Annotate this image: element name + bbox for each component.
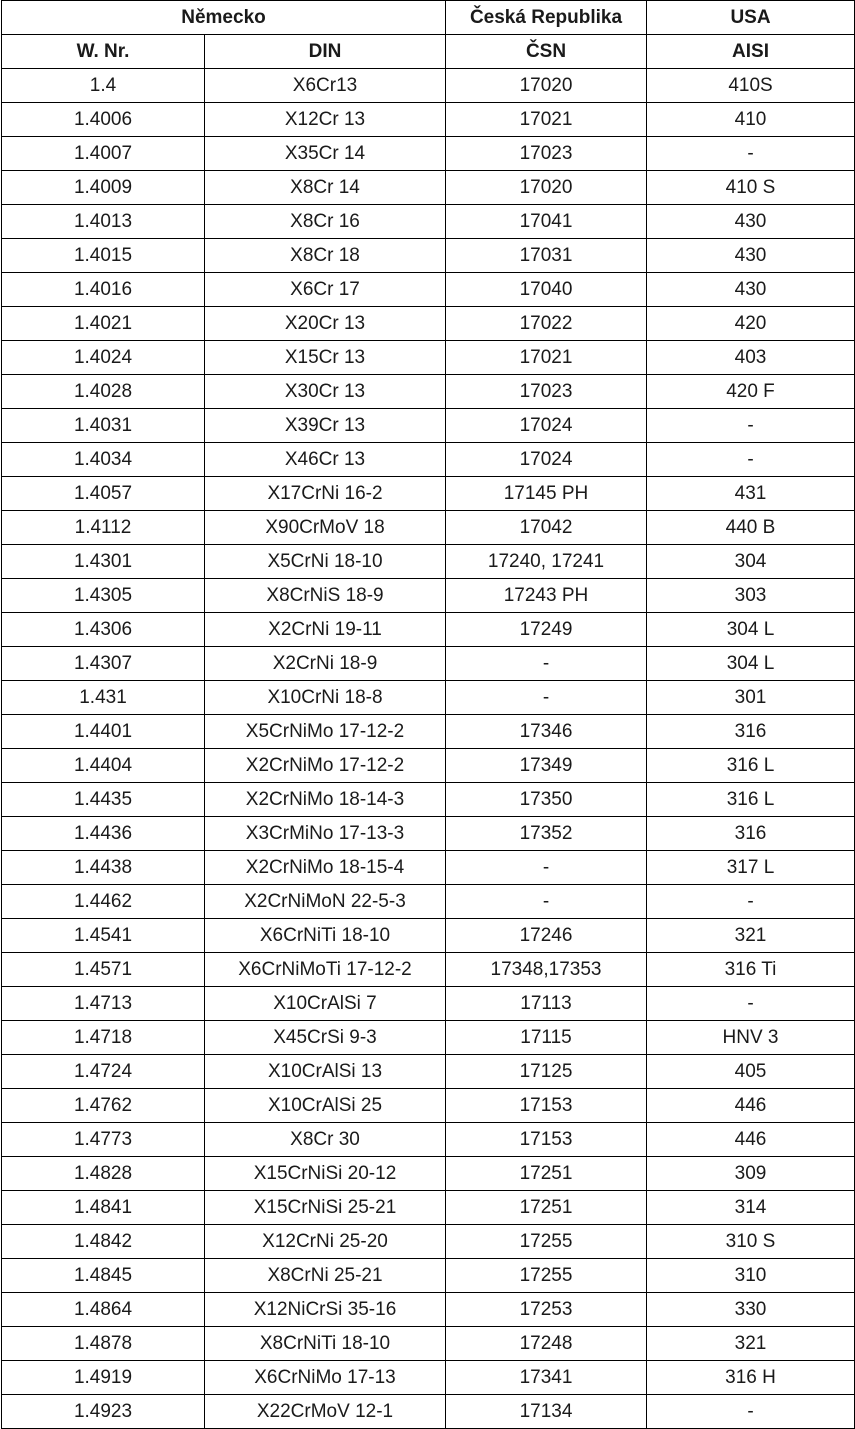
csn-cell: 17145 PH [446,477,647,511]
table-row [2,613,855,647]
aisi-cell: 431 [647,477,855,511]
csn-cell: - [446,647,647,681]
table-row [2,749,855,783]
aisi-cell: 309 [647,1157,855,1191]
aisi-cell: 410S [647,69,855,103]
aisi-cell: - [647,987,855,1021]
csn-cell: 17349 [446,749,647,783]
din-cell: X10CrAlSi 13 [205,1055,446,1089]
wnr-cell: 1.4762 [2,1089,205,1123]
csn-cell: 17255 [446,1225,647,1259]
table-row [2,817,855,851]
din-cell: X12CrNi 25-20 [205,1225,446,1259]
table-row [2,1259,855,1293]
table-row [2,1089,855,1123]
wnr-cell: 1.4007 [2,137,205,171]
table-row [2,1191,855,1225]
table-row [2,307,855,341]
aisi-cell: - [647,1395,855,1429]
csn-cell: 17255 [446,1259,647,1293]
table-row [2,477,855,511]
wnr-cell: 1.4919 [2,1361,205,1395]
wnr-cell: 1.4034 [2,443,205,477]
wnr-cell: 1.4305 [2,579,205,613]
csn-cell: 17346 [446,715,647,749]
table-row [2,409,855,443]
table-row [2,987,855,1021]
din-cell: X12NiCrSi 35-16 [205,1293,446,1327]
table-row [2,1021,855,1055]
din-cell: X8Cr 30 [205,1123,446,1157]
wnr-cell: 1.4718 [2,1021,205,1055]
csn-cell: 17020 [446,69,647,103]
csn-cell: 17022 [446,307,647,341]
wnr-cell: 1.4828 [2,1157,205,1191]
csn-cell: 17021 [446,103,647,137]
wnr-cell: 1.4724 [2,1055,205,1089]
table-row [2,1327,855,1361]
wnr-cell: 1.4773 [2,1123,205,1157]
din-cell: X45CrSi 9-3 [205,1021,446,1055]
csn-cell: 17020 [446,171,647,205]
aisi-cell: 440 B [647,511,855,545]
wnr-cell: 1.4436 [2,817,205,851]
table-row [2,1361,855,1395]
table-row [2,205,855,239]
csn-cell: - [446,885,647,919]
din-cell: X8Cr 14 [205,171,446,205]
din-cell: X6Cr13 [205,69,446,103]
csn-cell: 17350 [446,783,647,817]
csn-cell: 17113 [446,987,647,1021]
table-row [2,1055,855,1089]
table-row [2,1395,855,1429]
wnr-cell: 1.4842 [2,1225,205,1259]
csn-cell: 17248 [446,1327,647,1361]
din-cell: X22CrMoV 12-1 [205,1395,446,1429]
wnr-cell: 1.4571 [2,953,205,987]
csn-cell: 17042 [446,511,647,545]
aisi-cell: 420 F [647,375,855,409]
aisi-cell: 316 L [647,749,855,783]
aisi-cell: 330 [647,1293,855,1327]
din-cell: X2CrNi 18-9 [205,647,446,681]
table-row [2,1293,855,1327]
aisi-cell: 314 [647,1191,855,1225]
wnr-cell: 1.4878 [2,1327,205,1361]
din-cell: X5CrNi 18-10 [205,545,446,579]
din-cell: X2CrNiMo 18-15-4 [205,851,446,885]
table-row [2,171,855,205]
aisi-cell: 316 [647,817,855,851]
csn-cell: 17243 PH [446,579,647,613]
din-cell: X6Cr 17 [205,273,446,307]
table-row [2,579,855,613]
aisi-cell: 321 [647,1327,855,1361]
din-cell: X46Cr 13 [205,443,446,477]
wnr-cell: 1.4462 [2,885,205,919]
aisi-cell: 321 [647,919,855,953]
wnr-cell: 1.4 [2,69,205,103]
table-row [2,341,855,375]
table-row [2,137,855,171]
wnr-cell: 1.431 [2,681,205,715]
table-body [2,69,855,1429]
aisi-cell: 410 [647,103,855,137]
din-cell: X17CrNi 16-2 [205,477,446,511]
din-cell: X2CrNiMoN 22-5-3 [205,885,446,919]
aisi-cell: - [647,885,855,919]
table-header [2,1,855,69]
wnr-cell: 1.4841 [2,1191,205,1225]
steel-equivalents-table [1,0,855,1429]
wnr-cell: 1.4713 [2,987,205,1021]
column-header-csn: ČSN [446,35,647,69]
table-row [2,273,855,307]
csn-cell: - [446,851,647,885]
table-row [2,443,855,477]
aisi-cell: 430 [647,273,855,307]
table-row [2,69,855,103]
csn-cell: 17031 [446,239,647,273]
csn-cell: - [446,681,647,715]
group-header-usa: USA [647,1,855,35]
din-cell: X10CrNi 18-8 [205,681,446,715]
wnr-cell: 1.4864 [2,1293,205,1327]
wnr-cell: 1.4438 [2,851,205,885]
column-header-row [2,35,855,69]
aisi-cell: 316 L [647,783,855,817]
csn-cell: 17352 [446,817,647,851]
aisi-cell: 316 Ti [647,953,855,987]
din-cell: X15Cr 13 [205,341,446,375]
aisi-cell: 304 L [647,647,855,681]
wnr-cell: 1.4031 [2,409,205,443]
din-cell: X2CrNiMo 18-14-3 [205,783,446,817]
group-header-row [2,1,855,35]
din-cell: X20Cr 13 [205,307,446,341]
wnr-cell: 1.4024 [2,341,205,375]
din-cell: X10CrAlSi 7 [205,987,446,1021]
din-cell: X5CrNiMo 17-12-2 [205,715,446,749]
table-row [2,1123,855,1157]
wnr-cell: 1.4306 [2,613,205,647]
column-header-wnr: W. Nr. [2,35,205,69]
csn-cell: 17134 [446,1395,647,1429]
wnr-cell: 1.4006 [2,103,205,137]
table-row [2,511,855,545]
aisi-cell: - [647,409,855,443]
table-row [2,885,855,919]
din-cell: X6CrNiMo 17-13 [205,1361,446,1395]
din-cell: X2CrNiMo 17-12-2 [205,749,446,783]
din-cell: X35Cr 14 [205,137,446,171]
din-cell: X8CrNiS 18-9 [205,579,446,613]
aisi-cell: 303 [647,579,855,613]
csn-cell: 17249 [446,613,647,647]
csn-cell: 17115 [446,1021,647,1055]
din-cell: X6CrNiMoTi 17-12-2 [205,953,446,987]
din-cell: X90CrMoV 18 [205,511,446,545]
din-cell: X30Cr 13 [205,375,446,409]
wnr-cell: 1.4016 [2,273,205,307]
column-header-aisi: AISI [647,35,855,69]
aisi-cell: 310 [647,1259,855,1293]
wnr-cell: 1.4541 [2,919,205,953]
wnr-cell: 1.4301 [2,545,205,579]
aisi-cell: - [647,443,855,477]
din-cell: X3CrMiNo 17-13-3 [205,817,446,851]
csn-cell: 17024 [446,409,647,443]
table-row [2,1225,855,1259]
aisi-cell: 304 L [647,613,855,647]
aisi-cell: 410 S [647,171,855,205]
din-cell: X2CrNi 19-11 [205,613,446,647]
csn-cell: 17341 [446,1361,647,1395]
aisi-cell: 446 [647,1123,855,1157]
aisi-cell: 405 [647,1055,855,1089]
aisi-cell: 301 [647,681,855,715]
wnr-cell: 1.4923 [2,1395,205,1429]
wnr-cell: 1.4009 [2,171,205,205]
din-cell: X8CrNiTi 18-10 [205,1327,446,1361]
wnr-cell: 1.4112 [2,511,205,545]
csn-cell: 17021 [446,341,647,375]
aisi-cell: 316 H [647,1361,855,1395]
din-cell: X12Cr 13 [205,103,446,137]
csn-cell: 17153 [446,1123,647,1157]
group-header-germany: Německo [2,1,446,35]
table-row [2,851,855,885]
csn-cell: 17240, 17241 [446,545,647,579]
din-cell: X6CrNiTi 18-10 [205,919,446,953]
table-row [2,1157,855,1191]
table-row [2,647,855,681]
wnr-cell: 1.4057 [2,477,205,511]
wnr-cell: 1.4404 [2,749,205,783]
din-cell: X8CrNi 25-21 [205,1259,446,1293]
wnr-cell: 1.4401 [2,715,205,749]
aisi-cell: - [647,137,855,171]
wnr-cell: 1.4021 [2,307,205,341]
din-cell: X15CrNiSi 20-12 [205,1157,446,1191]
table-row [2,715,855,749]
table-row [2,239,855,273]
wnr-cell: 1.4015 [2,239,205,273]
din-cell: X15CrNiSi 25-21 [205,1191,446,1225]
aisi-cell: 446 [647,1089,855,1123]
din-cell: X39Cr 13 [205,409,446,443]
din-cell: X8Cr 18 [205,239,446,273]
wnr-cell: 1.4028 [2,375,205,409]
table-row [2,375,855,409]
din-cell: X10CrAlSi 25 [205,1089,446,1123]
csn-cell: 17023 [446,375,647,409]
csn-cell: 17125 [446,1055,647,1089]
column-header-din: DIN [205,35,446,69]
wnr-cell: 1.4435 [2,783,205,817]
aisi-cell: 317 L [647,851,855,885]
csn-cell: 17041 [446,205,647,239]
csn-cell: 17040 [446,273,647,307]
table-row [2,953,855,987]
csn-cell: 17246 [446,919,647,953]
csn-cell: 17253 [446,1293,647,1327]
aisi-cell: 316 [647,715,855,749]
aisi-cell: 430 [647,205,855,239]
csn-cell: 17024 [446,443,647,477]
aisi-cell: HNV 3 [647,1021,855,1055]
csn-cell: 17348,17353 [446,953,647,987]
table-row [2,103,855,137]
aisi-cell: 420 [647,307,855,341]
aisi-cell: 430 [647,239,855,273]
aisi-cell: 310 S [647,1225,855,1259]
wnr-cell: 1.4307 [2,647,205,681]
csn-cell: 17251 [446,1191,647,1225]
csn-cell: 17251 [446,1157,647,1191]
table-row [2,783,855,817]
wnr-cell: 1.4845 [2,1259,205,1293]
din-cell: X8Cr 16 [205,205,446,239]
table-row [2,919,855,953]
wnr-cell: 1.4013 [2,205,205,239]
aisi-cell: 304 [647,545,855,579]
csn-cell: 17023 [446,137,647,171]
table-row [2,681,855,715]
csn-cell: 17153 [446,1089,647,1123]
group-header-czech-republic: Česká Republika [446,1,647,35]
aisi-cell: 403 [647,341,855,375]
table-row [2,545,855,579]
